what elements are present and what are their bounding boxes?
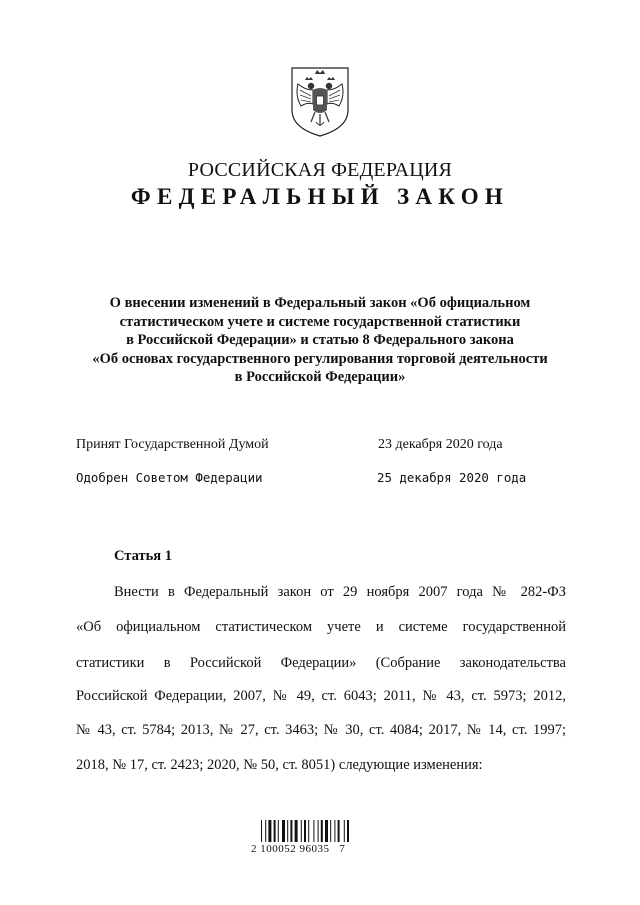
law-title	[60, 294, 580, 387]
article-text-line: № 43, ст. 5784; 2013, № 27, ст. 3463; № 30, ст. 4084; 2017, № 14, ст. 1997;	[76, 722, 566, 738]
law-title-line: «Об основах государственного регулирования торговой деятельности	[92, 350, 548, 367]
article-text-line: статистики в Российской Федерации» (Собрание законодательства	[76, 655, 566, 671]
article-text-line: 2018, № 17, ст. 2423; 2020, № 50, ст. 8051) следующие изменения:	[76, 757, 483, 773]
adoption-date: 25 декабря 2020 года	[377, 470, 527, 485]
article-heading: Статья 1	[114, 548, 172, 564]
law-type-heading: ФЕДЕРАЛЬНЫЙ ЗАКОН	[130, 184, 510, 209]
law-title-line: статистическом учете и системе государственной статистики	[119, 313, 521, 330]
country-name: РОССИЙСКАЯ ФЕДЕРАЦИЯ	[187, 159, 453, 181]
adoption-label: Принят Государственной Думой	[76, 437, 269, 452]
law-title-line: О внесении изменений в Федеральный закон «Об официальном	[109, 295, 531, 311]
article-text-line: «Об официальном статистическом учете и системе государственной	[76, 619, 566, 635]
adoption-label: Одобрен Советом Федерации	[76, 470, 263, 485]
coat-of-arms-icon	[289, 66, 351, 138]
law-title-line: в Российской Федерации» и статью 8 Федерального закона	[126, 332, 514, 349]
article-text-line: Внести в Федеральный закон от 29 ноября 2007 года № 282-ФЗ	[114, 584, 566, 600]
adoption-date: 23 декабря 2020 года	[378, 437, 503, 452]
law-title-line: в Российской Федерации»	[234, 369, 406, 386]
article-text-line: Российской Федерации, 2007, № 49, ст. 6043; 2011, № 43, ст. 5973; 2012,	[76, 688, 566, 704]
barcode-number: 2 100052 96035 7	[251, 843, 346, 855]
